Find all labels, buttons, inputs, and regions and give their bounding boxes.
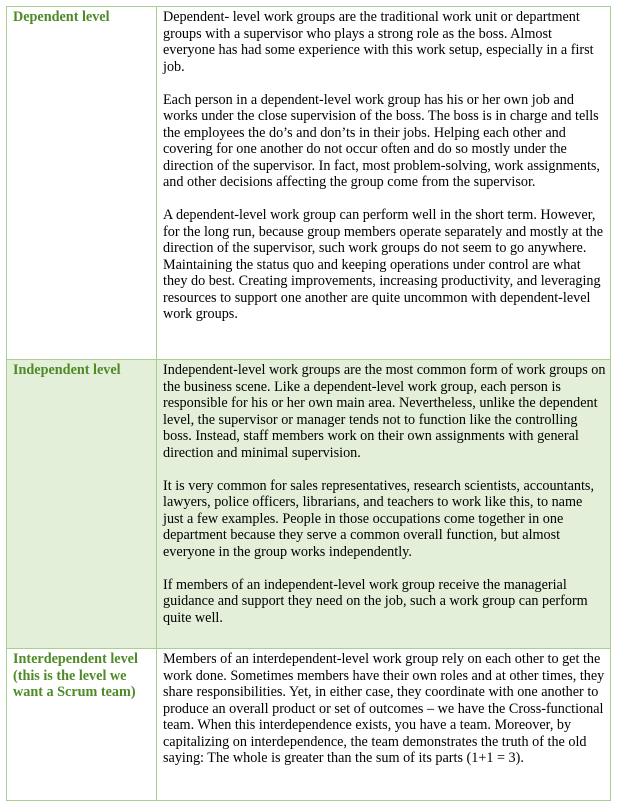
paragraph: Dependent- level work groups are the traditional work unit or department groups with a supervisor who plays a strong role as the boss. Almost everyone has had some experience with this work setup, especially in a first job. bbox=[163, 9, 594, 75]
paragraph: Members of an interdependent-level work group rely on each other to get the work done. Sometimes members have their own roles and at other times, they share responsibilities. Yet, in either case, they coordinate with one another to produce an overall product or set of outcomes – we have the Cross-functional team. When this interdependence exists, you have a team. Moreover, by capitalizing on interdependence, the team demonstrates the truth of the old saying: The whole is greater than the sum of its parts (1+1 = 3). bbox=[163, 651, 605, 766]
level-heading-interdependent: Interdependent level (this is the level we want a Scrum team) bbox=[7, 649, 157, 801]
paragraph: It is very common for sales representatives, research scientists, accountants, lawyers, police officers, librarians, and teachers to work like this, to name just a few examples. People in those occupations come together in one department because they serve a common overall function, but almost everyone in the group works independently. bbox=[163, 477, 594, 560]
table-row-interdependent-level bbox=[7, 649, 611, 801]
paragraph: Independent-level work groups are the most common form of work groups on the business scene. Like a dependent-level work group, each person is responsible for his or her own main area. Nevertheless, unlike the dependent level, the supervisor or manager tends not to function like the controlling boss. Instead, staff members work on their own assignments with general direction and minimal supervision. bbox=[163, 362, 606, 461]
level-description-independent bbox=[157, 360, 611, 649]
table-row-independent-level bbox=[7, 360, 611, 649]
work-group-levels-table bbox=[6, 6, 611, 801]
level-description-dependent bbox=[157, 7, 611, 360]
level-heading-dependent: Dependent level bbox=[7, 7, 157, 360]
level-heading-independent: Independent level bbox=[7, 360, 157, 649]
paragraph: If members of an independent-level work group receive the managerial guidance and support they need on the job, such a work group can perform quite well. bbox=[163, 576, 588, 626]
table-row-dependent-level bbox=[7, 7, 611, 360]
paragraph: Each person in a dependent-level work group has his or her own job and works under the close supervision of the boss. The boss is in charge and tells the employees the do’s and don’ts in their jobs. Helping each other and covering for one another do not occur often and do so mostly under the direction of the supervisor. In fact, most problem-solving, work assignments, and other decisions affecting the group come from the supervisor. bbox=[163, 91, 600, 190]
level-description-interdependent bbox=[157, 649, 611, 801]
paragraph: A dependent-level work group can perform well in the short term. However, for the long run, because group members operate separately and mostly at the direction of the supervisor, such work groups do not seem to go anywhere. Maintaining the status quo and keeping operations under control are what they do best. Creating improvements, increasing productivity, and leveraging resources to support one another are quite uncommon with dependent-level work groups. bbox=[163, 207, 604, 322]
